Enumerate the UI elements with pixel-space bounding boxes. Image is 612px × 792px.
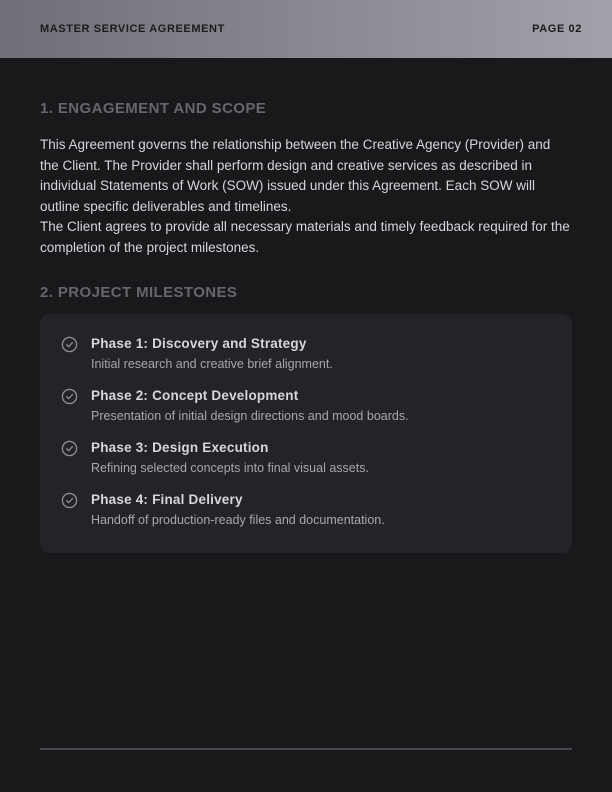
- check-circle-icon: [61, 388, 78, 405]
- engagement-paragraph-2: The Client agrees to provide all necessary materials and timely feedback required for the completion of the project milestones.: [40, 219, 570, 255]
- milestone-title: Phase 2: Concept Development: [91, 388, 299, 403]
- footer-divider: [40, 748, 572, 750]
- milestone-title: Phase 4: Final Delivery: [91, 492, 243, 507]
- milestone-text: [91, 439, 369, 477]
- milestone-description: Refining selected concepts into final visual assets.: [91, 461, 369, 475]
- milestone-title: Phase 3: Design Execution: [91, 440, 269, 455]
- milestone-item-phase-3: [61, 439, 552, 477]
- milestone-text: [91, 335, 333, 373]
- milestone-description: Presentation of initial design directions and mood boards.: [91, 409, 409, 423]
- milestone-title: Phase 1: Discovery and Strategy: [91, 336, 307, 351]
- page-number: PAGE 02: [532, 23, 582, 35]
- milestone-text: [91, 387, 409, 425]
- document-header: [0, 0, 612, 58]
- document-body: [0, 100, 612, 553]
- milestones-card: [40, 314, 572, 553]
- check-circle-icon: [61, 336, 78, 353]
- milestone-item-phase-1: [61, 335, 552, 373]
- section-heading-engagement-and-scope: 1. ENGAGEMENT AND SCOPE: [40, 100, 267, 117]
- milestone-item-phase-4: [61, 491, 552, 529]
- milestone-text: [91, 491, 385, 529]
- milestone-description: Initial research and creative brief alignment.: [91, 357, 333, 371]
- section-heading-project-milestones: 2. PROJECT MILESTONES: [40, 284, 238, 301]
- milestone-description: Handoff of production-ready files and documentation.: [91, 513, 385, 527]
- check-circle-icon: [61, 440, 78, 457]
- milestone-item-phase-2: [61, 387, 552, 425]
- document-title: MASTER SERVICE AGREEMENT: [40, 23, 225, 35]
- engagement-paragraph-1: This Agreement governs the relationship between the Creative Agency (Provider) and the Client. The Provider shall perform design and creative services as described in individual Statements of Work (SOW) issued under this Agreement. Each SOW will outline specific deliverables and timelines.: [40, 137, 551, 214]
- check-circle-icon: [61, 492, 78, 509]
